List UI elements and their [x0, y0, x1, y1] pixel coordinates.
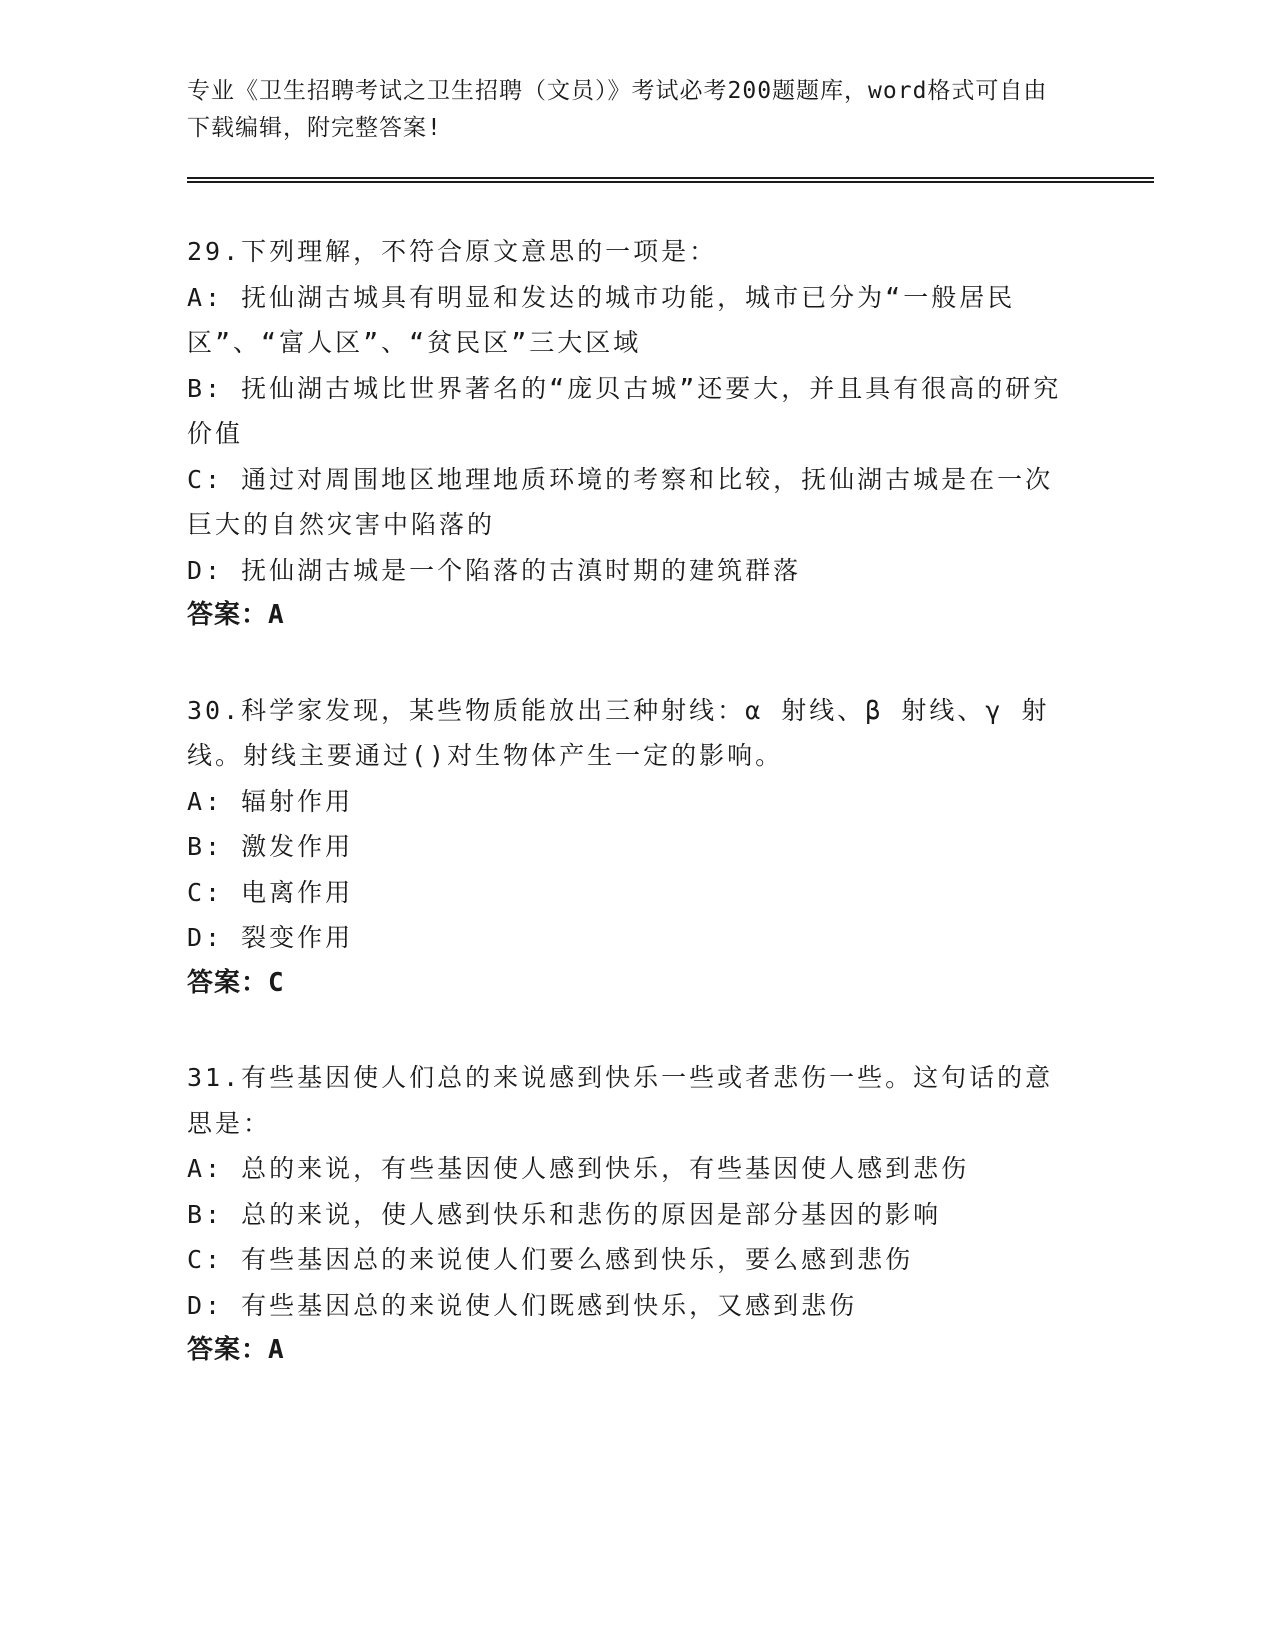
option-d: D: 裂变作用	[187, 923, 354, 952]
document-header: 专业《卫生招聘考试之卫生招聘（文员）》考试必考200题题库，word格式可自由下载编辑，附完整答案!	[187, 78, 1048, 141]
question-30	[187, 688, 1067, 1007]
option-d: D: 抚仙湖古城是一个陷落的古滇时期的建筑群落	[187, 555, 802, 585]
option-c: C: 电离作用	[187, 877, 354, 907]
question-29	[187, 229, 1067, 639]
answer-line: 答案：A	[187, 600, 285, 630]
question-stem: 29.下列理解，不符合原文意思的一项是：	[187, 237, 718, 266]
option-b: B: 激发作用	[187, 832, 354, 861]
option-c: C: 通过对周围地区地理地质环境的考察和比较，抚仙湖古城是在一次巨大的自然灾害中陷落的	[187, 464, 1054, 539]
option-d: D: 有些基因总的来说使人们既感到快乐，又感到悲伤	[187, 1290, 858, 1320]
question-stem: 30.科学家发现，某些物质能放出三种射线：α 射线、β 射线、γ 射线。射线主要通过()对生物体产生一定的影响。	[187, 695, 1050, 770]
header-double-rule	[187, 177, 1154, 183]
question-list	[187, 229, 1067, 1423]
question-31	[187, 1055, 1067, 1374]
option-c: C: 有些基因总的来说使人们要么感到快乐，要么感到悲伤	[187, 1245, 914, 1274]
option-b: B: 抚仙湖古城比世界著名的“庞贝古城”还要大，并且具有很高的研究价值	[187, 373, 1062, 448]
answer-line: 答案：C	[187, 967, 285, 998]
option-b: B: 总的来说，使人感到快乐和悲伤的原因是部分基因的影响	[187, 1199, 942, 1229]
question-stem: 31.有些基因使人们总的来说感到快乐一些或者悲伤一些。这句话的意思是：	[187, 1063, 1054, 1138]
option-a: A: 总的来说，有些基因使人感到快乐，有些基因使人感到悲伤	[187, 1154, 970, 1183]
option-a: A: 抚仙湖古城具有明显和发达的城市功能，城市已分为“一般居民区”、“富人区”、“贫民区”三大区域	[187, 282, 1016, 357]
answer-line: 答案：A	[187, 1335, 285, 1365]
option-a: A: 辐射作用	[187, 786, 354, 816]
